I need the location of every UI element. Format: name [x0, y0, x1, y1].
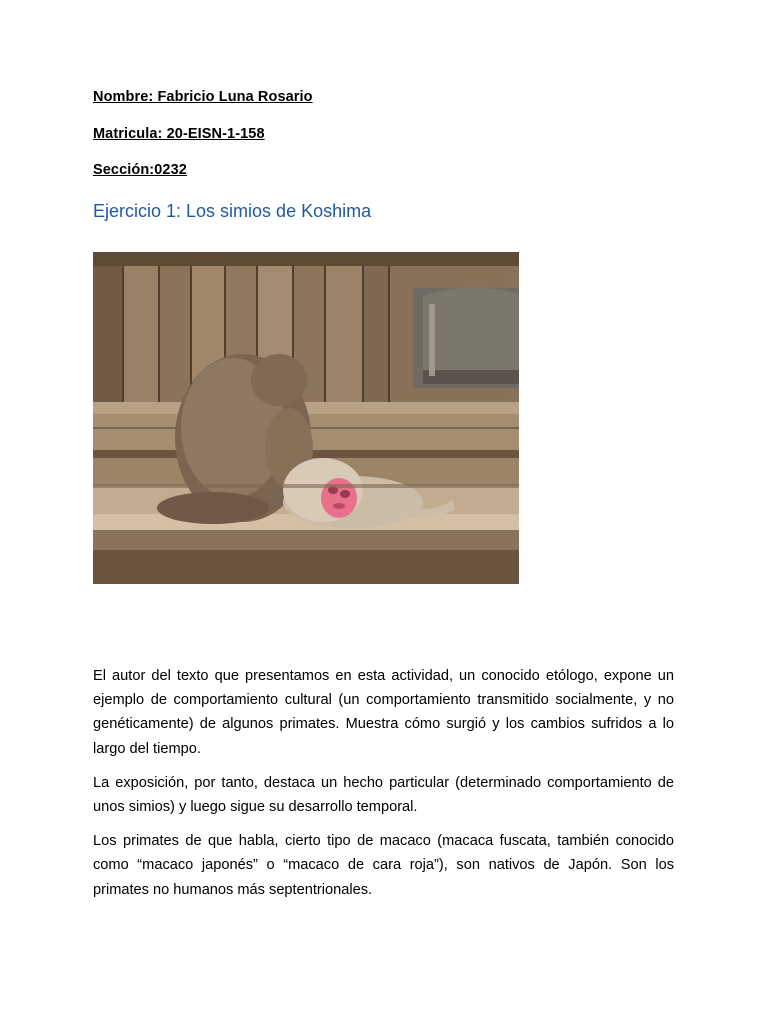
macaques-photo: [93, 252, 519, 584]
student-section: Sección:0232: [93, 162, 187, 178]
student-name: Nombre: Fabricio Luna Rosario: [93, 89, 313, 105]
exercise-heading: Ejercicio 1: Los simios de Koshima: [93, 201, 372, 221]
body-text: [93, 664, 674, 912]
paragraph-3: Los primates de que habla, cierto tipo de macaco (macaca fuscata, también conocido como “macaco japonés” o “macaco de cara roja”), son nativos de Japón. Son los primates no humanos más septentrionales.: [93, 833, 674, 898]
paragraph-2: La exposición, por tanto, destaca un hecho particular (determinado comportamiento de unos simios) y luego sigue su desarrollo temporal.: [93, 774, 674, 816]
student-matricula: Matricula: 20-EISN-1-158: [93, 126, 265, 142]
paragraph-1: El autor del texto que presentamos en esta actividad, un conocido etólogo, expone un ejemplo de comportamiento cultural (un comportamiento transmitido socialmente, y no genéticamente) de algunos primates. Muestra cómo surgió y los cambios sufridos a lo largo del tiempo.: [93, 668, 674, 757]
